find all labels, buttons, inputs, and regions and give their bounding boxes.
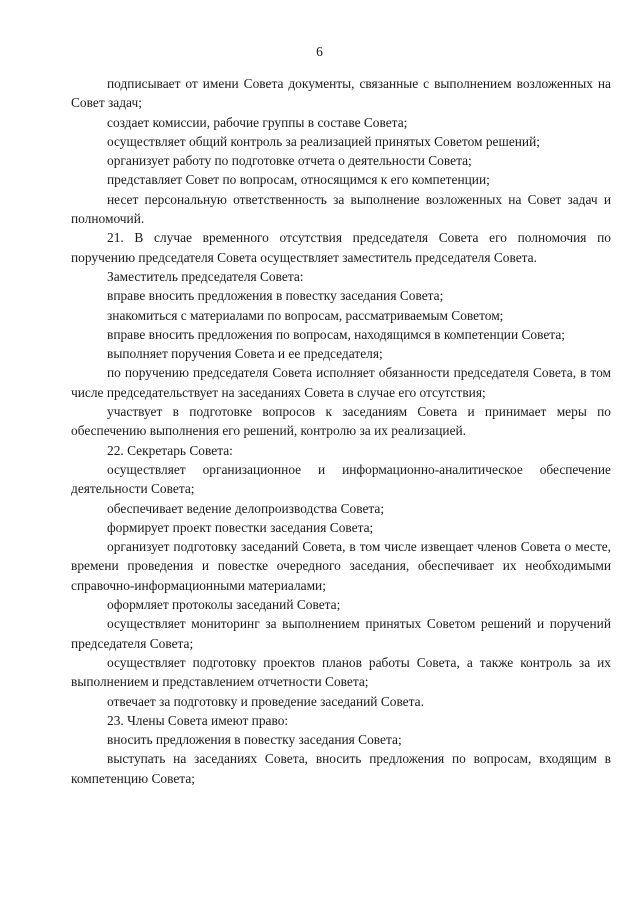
paragraph: организует подготовку заседаний Совета, в том числе извещает членов Совета о месте, времени проведения и повестке очередного заседания, обеспечивает их необходимыми справочно-информационными материалами; <box>71 539 611 593</box>
paragraph: обеспечивает ведение делопроизводства Совета; <box>107 500 385 516</box>
paragraph: знакомиться с материалами по вопросам, рассматриваемым Советом; <box>107 307 504 323</box>
paragraph: подписывает от имени Совета документы, связанные с выполнением возложенных на Совет задач; <box>71 76 611 111</box>
paragraph: осуществляет мониторинг за выполнением принятых Советом решений и поручений председателя Совета; <box>71 616 611 651</box>
paragraph: оформляет протоколы заседаний Совета; <box>107 597 341 613</box>
paragraph: организует работу по подготовке отчета о деятельности Совета; <box>107 153 472 169</box>
paragraph: выполняет поручения Совета и ее председателя; <box>107 346 383 362</box>
paragraph: создает комиссии, рабочие группы в составе Совета; <box>107 114 408 130</box>
paragraph: несет персональную ответственность за выполнение возложенных на Совет задач и полномочий. <box>71 191 611 227</box>
paragraph: участвует в подготовке вопросов к заседаниям Совета и принимает меры по обеспечению выполнения его решений, контролю за их реализацией. <box>71 404 611 439</box>
paragraph: формирует проект повестки заседания Совета; <box>107 519 374 535</box>
paragraph: 23. Члены Совета имеют право: <box>107 712 289 728</box>
paragraph: по поручению председателя Совета исполняет обязанности председателя Совета, в том числе председательствует на заседаниях Совета в случае его отсутствия; <box>71 365 611 400</box>
document-body <box>71 74 611 788</box>
paragraph: выступать на заседаниях Совета, вносить предложения по вопросам, входящим в компетенцию Совета; <box>71 751 611 786</box>
paragraph: 22. Секретарь Совета: <box>107 442 233 458</box>
paragraph: осуществляет подготовку проектов планов работы Совета, а также контроль за их выполнением и представлением отчетности Совета; <box>71 654 611 690</box>
paragraph: вправе вносить предложения по вопросам, находящимся в компетенции Совета; <box>107 326 565 342</box>
paragraph: вправе вносить предложения в повестку заседания Совета; <box>107 288 444 304</box>
page-number: 6 <box>316 44 323 59</box>
paragraph: осуществляет организационное и информационно-аналитическое обеспечение деятельности Совета; <box>71 461 611 497</box>
paragraph: вносить предложения в повестку заседания Совета; <box>107 732 402 748</box>
paragraph: осуществляет общий контроль за реализацией принятых Советом решений; <box>107 133 540 149</box>
paragraph: 21. В случае временного отсутствия председателя Совета его полномочия по поручению председателя Совета осуществляет заместитель председателя Совета. <box>71 230 611 265</box>
paragraph: Заместитель председателя Совета: <box>107 268 304 284</box>
paragraph: отвечает за подготовку и проведение заседаний Совета. <box>107 693 424 709</box>
paragraph: представляет Совет по вопросам, относящимся к его компетенции; <box>107 172 490 188</box>
